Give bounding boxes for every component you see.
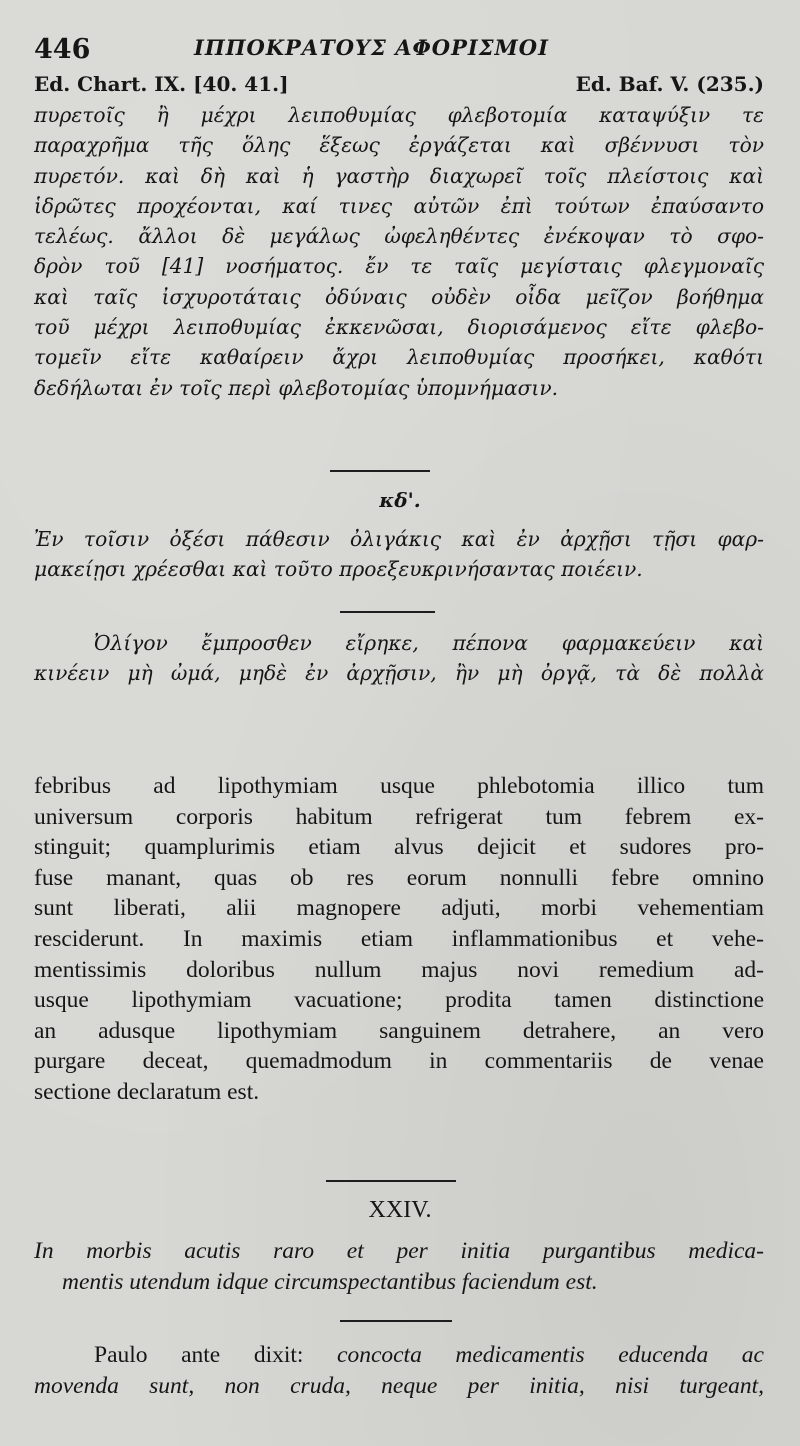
latin-commentary-new [34, 1340, 764, 1401]
greek-text-line: κινέειν μὴ ὠμά, μηδὲ ἐν ἀρχῇσιν, ἢν μὴ ὀργᾷ, τὰ δὲ πολλὰ [34, 661, 764, 686]
latin-text-line: sectione declaratum est. [34, 1078, 260, 1105]
edition-reference-line [34, 72, 764, 100]
greek-text-line: Ὀλίγον ἔμπροσθεν εἴρηκε, πέπονα φαρμακεύειν καὶ [94, 631, 764, 655]
page-number: 446 [34, 34, 91, 65]
latin-text-line: mentis utendum idque circumspectantibus faciendum est. [62, 1268, 598, 1295]
latin-aphorism-number: XXIV. [368, 1197, 432, 1223]
section-divider-rule [330, 470, 430, 472]
latin-text-line: fuse manant, quas ob res eorum nonnulli febre omnino [34, 864, 764, 891]
greek-aphorism-number: κδ'. [379, 488, 421, 512]
greek-commentary-new [34, 628, 764, 689]
section-divider-rule [340, 611, 435, 613]
latin-text-line: resciderunt. In maximis etiam inflammationibus et vehe- [34, 925, 764, 952]
greek-text-line: Ἐν τοῖσιν ὀξέσι πάθεσιν ὀλιγάκις καὶ ἐν ἀρχῇσι τῇσι φαρ- [34, 527, 764, 551]
latin-text-line: movenda sunt, non cruda, neque per initia, nisi turgeant, [34, 1372, 764, 1399]
section-divider-rule [340, 1320, 452, 1322]
greek-text-line: δεδήλωται ἐν τοῖς περὶ φλεβοτομίας ὑπομνήμασιν. [34, 375, 559, 400]
latin-text-line: an adusque lipothymiam sanguinem detrahere, an vero [34, 1017, 764, 1044]
latin-commentary-continued [34, 771, 764, 1108]
latin-text-line: usque lipothymiam vacuatione; prodita tamen distinctione [34, 987, 764, 1014]
latin-text-line: febribus ad lipothymiam usque phlebotomia illico tum [34, 773, 764, 799]
edition-chart-reference: Ed. Chart. IX. [40. 41.] [34, 72, 289, 96]
running-header [34, 34, 766, 68]
greek-text-line: τοῦ μέχρι λειποθυμίας ἐκκενῶσαι, διορισάμενος εἴτε φλεβο- [34, 315, 764, 340]
latin-text-line: In morbis acutis raro et per initia purgantibus medica- [34, 1238, 764, 1264]
greek-text-line: τομεῖν εἴτε καθαίρειν ἄχρι λειποθυμίας προσήκει, καθότι [34, 345, 764, 370]
edition-basel-reference: Ed. Baf. V. (235.) [575, 72, 764, 96]
greek-text-line: καὶ ταῖς ἰσχυροτάταις ὀδύναις οὐδὲν οἶδα μεῖζον βοήθημα [34, 284, 764, 309]
latin-text-line: stinguit; quamplurimis etiam alvus dejicit et sudores pro- [34, 834, 764, 861]
latin-lead-words: Paulo ante dixit: [94, 1342, 304, 1368]
running-title: ΙΠΠΟΚΡΑΤΟΥΣ ΑΦΟΡΙΣΜΟΙ [194, 35, 549, 60]
greek-text-line: πυρετόν. καὶ δὴ καὶ ἡ γαστὴρ διαχωρεῖ τοῖς πλείστοις καὶ [34, 163, 764, 188]
greek-text-line: ἱδρῶτες προχέονται, καί τινες αὐτῶν ἐπὶ τούτων ἐπαύσαντο [34, 193, 764, 218]
latin-aphorism-text [34, 1236, 764, 1297]
latin-text-line: universum corporis habitum refrigerat tum febrem ex- [34, 803, 764, 830]
latin-text-line [34, 1340, 764, 1371]
section-divider-rule [326, 1180, 456, 1182]
greek-text-line: μακείῃσι χρέεσθαι καὶ τοῦτο προεξευκρινήσαντας ποιέειν. [34, 557, 643, 582]
latin-text-line: mentissimis doloribus nullum majus novi remedium ad- [34, 956, 764, 983]
latin-italic-quote: concocta medicamentis educenda ac [337, 1342, 764, 1368]
latin-text-line: purgare deceat, quemadmodum in commentariis de venae [34, 1048, 764, 1075]
greek-aphorism-text [34, 524, 764, 585]
greek-text-line: τελέως. ἄλλοι δὲ μεγάλως ὠφεληθέντες ἐνέκοψαν τὸ σφο- [34, 224, 764, 249]
latin-text-line: sunt liberati, alii magnopere adjuti, morbi vehementiam [34, 895, 764, 922]
greek-text-line: παραχρῆμα τῆς ὅλης ἕξεως ἐργάζεται καὶ σβέννυσι τὸν [34, 133, 764, 158]
greek-text-line: δρὸν τοῦ [41] νοσήματος. ἔν τε ταῖς μεγίσταις φλεγμοναῖς [34, 254, 764, 279]
greek-text-line: πυρετοῖς ἢ μέχρι λειποθυμίας φλεβοτομία καταψύξιν τε [34, 103, 764, 127]
greek-commentary-continued [34, 100, 764, 403]
